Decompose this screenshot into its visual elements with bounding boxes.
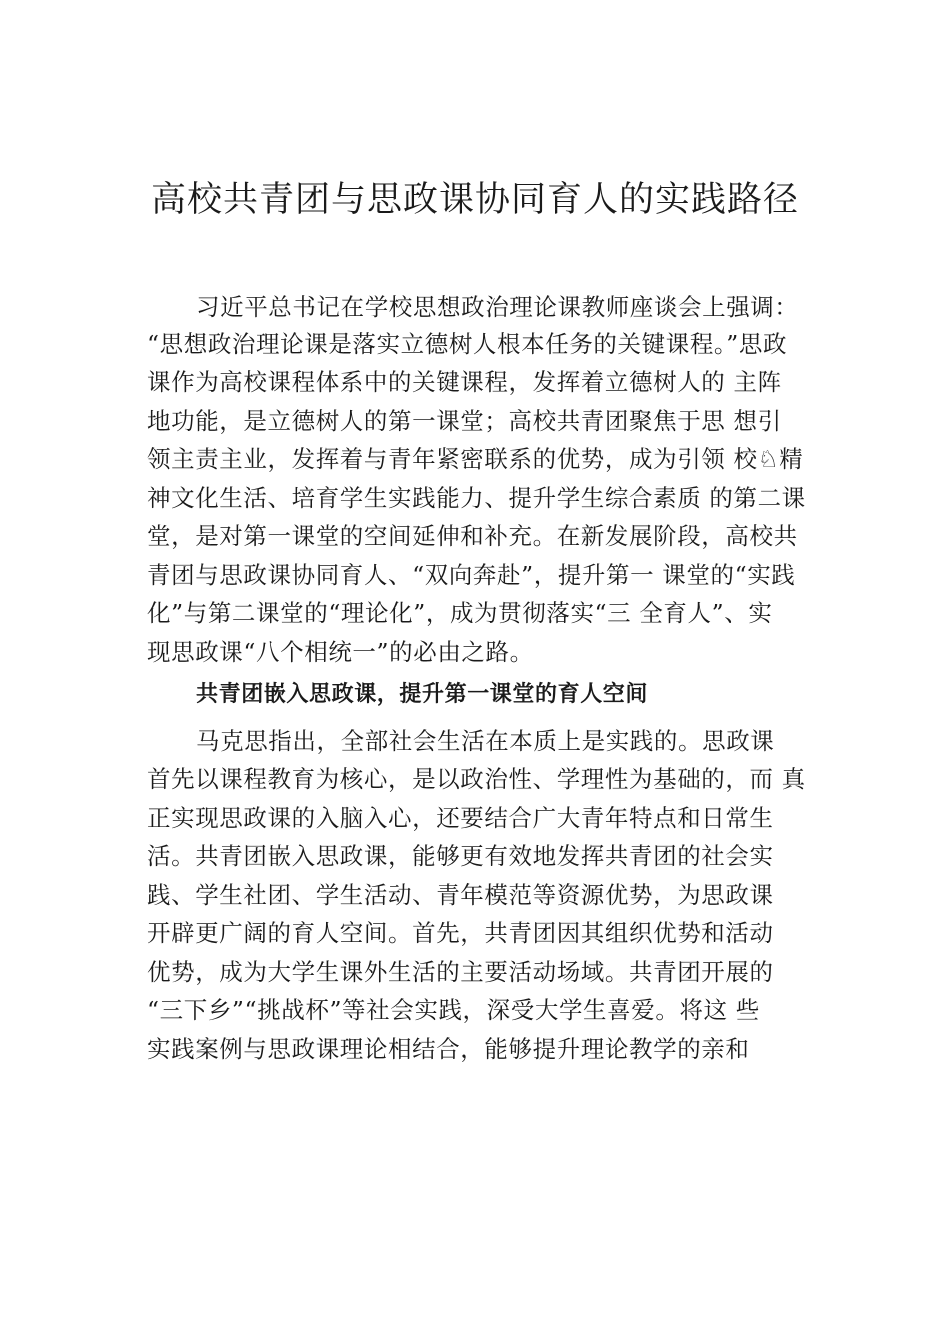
text-line: 正实现思政课的入脑入心，还要结合广大青年特点和日常生 xyxy=(147,804,774,832)
text-line: 开辟更广阔的育人空间。首先，共青团因其组织优势和活动 xyxy=(147,919,774,947)
text-line: 优势，成为大学生课外生活的主要活动场域。共青团开展的 xyxy=(147,958,774,986)
text-line: 践、学生社团、学生活动、青年模范等资源优势，为思政课 xyxy=(147,881,774,909)
text-line: 堂，是对第一课堂的空间延伸和补充。在新发展阶段，高校共 xyxy=(147,522,798,550)
text-line: 马克思指出，全部社会生活在本质上是实践的。思政课 xyxy=(196,727,775,755)
text-line: 习近平总书记在学校思想政治理论课教师座谈会上强调： xyxy=(196,293,799,321)
text-line: 神文化生活、培育学生实践能力、提升学生综合素质 的第二课 xyxy=(147,484,806,512)
text-line: 首先以课程教育为核心，是以政治性、学理性为基础的，而 真 xyxy=(147,765,806,793)
text-line: 青团与思政课协同育人、“双向奔赴”，提升第一 课堂的“实践 xyxy=(147,561,796,589)
text-line: “三下乡”“挑战杯”等社会实践，深受大学生喜爱。将这 些 xyxy=(147,996,760,1024)
text-line: 领主责主业，发挥着与青年紧密联系的优势，成为引领 校♘精 xyxy=(147,445,804,473)
text-line: 现思政课“八个相统一”的必由之路。 xyxy=(147,638,534,666)
text-line: 实践案例与思政课理论相结合，能够提升理论教学的亲和 xyxy=(147,1035,750,1063)
text-line: 地功能，是立德树人的第一课堂；高校共青团聚焦于思 想引 xyxy=(147,407,782,435)
text-line: 活。共青团嵌入思政课，能够更有效地发挥共青团的社会实 xyxy=(147,842,774,870)
section-heading: 共青团嵌入思政课，提升第一课堂的育人空间 xyxy=(196,682,649,707)
document-title: 高校共青团与思政课协同育人的实践路径 xyxy=(150,180,799,220)
text-line: 课作为高校课程体系中的关键课程，发挥着立德树人的 主阵 xyxy=(147,368,782,396)
text-line: 化”与第二课堂的“理论化”，成为贯彻落实“三 全育人”、实 xyxy=(147,599,773,627)
text-line: “思想政治理论课是落实立德树人根本任务的关键课程。”思政 xyxy=(147,330,788,358)
